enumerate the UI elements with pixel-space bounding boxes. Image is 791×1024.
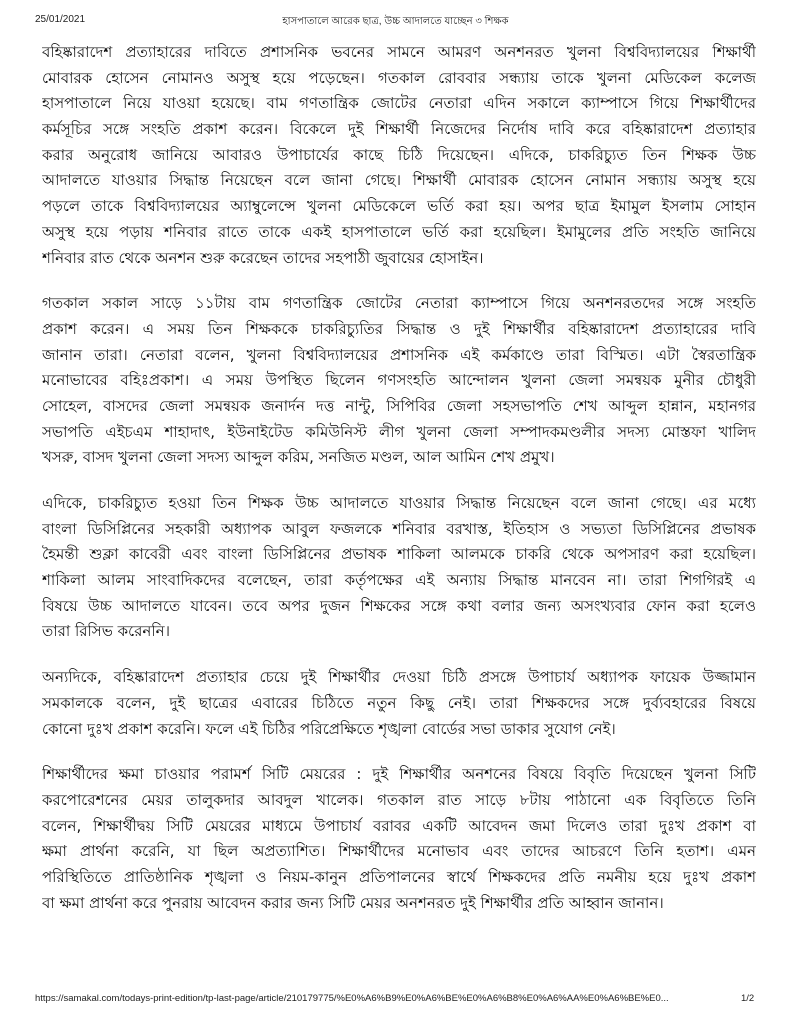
article-paragraph — [42, 665, 756, 742]
page-url: https://samakal.com/todays-print-edition/tp-last-page/article/210179775/%E0%A6%B9%E0%A6%BE%E0%A6%B8%E0%A6%AA%E0%A6%BE%E0... — [35, 993, 669, 1004]
paragraph-line: খসরু, বাসদ খুলনা জেলা সদস্য আব্দুল করিম, সনজিত মণ্ডল, আল আমিন শেখ প্রমুখ। — [42, 448, 555, 467]
paragraph-line: বহিষ্কারাদেশ প্রত্যাহারের দাবিতে প্রশাসনিক ভবনের সামনে আমরণ অনশনরত খুলনা বিশ্ববিদ্যালয়ের শিক্ষার্থী — [42, 43, 756, 61]
paragraph-line: আদালতে যাওয়ার সিদ্ধান্ত নিয়েছেন বলে জানা গেছে। শিক্ষার্থী মোবারক হোসেন নোমান সন্ধ্যায় অসুস্থ হয়ে — [42, 171, 756, 190]
paragraph-line: কর্মসূচির সঙ্গে সংহতি প্রকাশ করেন। বিকেলে দুই শিক্ষার্থী নিজেদের নির্দোষ দাবি করে বহিষ্কারাদেশ প্রত্যাহার — [42, 120, 756, 139]
paragraph-line: বলেন, শিক্ষার্থীদ্বয় সিটি মেয়রের মাধ্যমে উপাচার্য বরাবর একটি আবেদন জমা দিলেও তারা দুঃখ প্রকাশ বা — [42, 816, 756, 835]
paragraph-line: মোবারক হোসেন নোমানও অসুস্থ হয়ে পড়েছেন। গতকাল রোববার সন্ধ্যায় তাকে খুলনা মেডিকেল কলেজ — [42, 68, 756, 87]
paragraph-line: বা ক্ষমা প্রার্থনা করে পুনরায় আবেদন করার জন্য সিটি মেয়র অনশনরত দুই শিক্ষার্থীর প্রতি আহ্বান জানান। — [42, 893, 664, 912]
paragraph-line: কোনো দুঃখ প্রকাশ করেনি। ফলে এই চিঠির পরিপ্রেক্ষিতে শৃঙ্খলা বোর্ডের সভা ডাকার সুযোগ নেই। — [42, 719, 616, 738]
page-number: 1/2 — [741, 993, 755, 1004]
paragraph-line: শাকিলা আলম সাংবাদিকদের বলেছেন, তারা কর্তৃপক্ষের এই অন্যায় সিদ্ধান্ত মানবেন না। তারা শিগগিরই এ — [42, 571, 756, 590]
paragraph-line: পড়লে তাকে বিশ্ববিদ্যালয়ের অ্যাম্বুলেন্সে খুলনা মেডিকেলে ভর্তি করা হয়। অপর ছাত্র ইমামুল ইসলাম সোহান — [42, 197, 756, 216]
paragraph-line: সোহেল, বাসদের জেলা সমন্বয়ক জনার্দন দত্ত নান্টু, সিপিবির জেলা সহসভাপতি শেখ আব্দুল হান্নান, মহানগর — [42, 396, 756, 415]
paragraph-line: জানান তারা। নেতারা বলেন, খুলনা বিশ্ববিদ্যালয়ের প্রশাসনিক এই কর্মকাণ্ডে তারা বিস্মিত। এটা স্বৈরতান্ত্রিক — [42, 345, 756, 364]
paragraph-line: করপোরেশনের মেয়র তালুকদার আবদুল খালেক। গতকাল রাত সাড়ে ৮টায় পাঠানো এক বিবৃতিতে তিনি — [42, 790, 756, 809]
article-body — [42, 40, 756, 936]
paragraph-line: এদিকে, চাকরিচ্যুত হওয়া তিন শিক্ষক উচ্চ আদালতে যাওয়ার সিদ্ধান্ত নিয়েছেন বলে জানা গেছে। এর মধ্যে — [42, 494, 756, 512]
paragraph-line: বিষয়ে উচ্চ আদালতে যাবেন। তবে অপর দুজন শিক্ষকের সঙ্গে কথা বলার জন্য অসংখ্যবার ফোন করা হলেও — [42, 596, 756, 615]
paragraph-line: বাংলা ডিসিপ্লিনের সহকারী অধ্যাপক আবুল ফজলকে শনিবার বরখাস্ত, ইতিহাস ও সভ্যতা ডিসিপ্লিনের প্রভাষক — [42, 519, 756, 538]
paragraph-line: ক্ষমা প্রার্থনা করেনি, যা ছিল অপ্রত্যাশিত। শিক্ষার্থীদের মনোভাব এবং তাদের আচরণে তিনি হতাশ। এমন — [42, 842, 756, 861]
paragraph-line: সভাপতি এইচএম শাহাদাৎ, ইউনাইটেড কমিউনিস্ট লীগ খুলনা জেলা সম্পাদকমণ্ডলীর সদস্য মোস্তফা খালিদ — [42, 422, 756, 441]
paragraph-line: প্রকাশ করেন। এ সময় তিন শিক্ষককে চাকরিচ্যুতির সিদ্ধান্ত ও দুই শিক্ষার্থীর বহিষ্কারাদেশ প্রত্যাহারের দাবি — [42, 319, 756, 338]
paragraph-line: হৈমন্তী শুক্লা কাবেরী এবং বাংলা ডিসিপ্লিনের প্রভাষক শাকিলা আলমকে চাকরি থেকে অপসারণ করা হয়েছিল। — [42, 545, 756, 564]
paragraph-line: অসুস্থ হয়ে পড়ায় শনিবার রাতে তাকে একই হাসপাতালে ভর্তি করা হয়েছিল। ইমামুলের প্রতি সংহতি জানিয়ে — [42, 222, 756, 241]
article-paragraph — [42, 291, 756, 471]
paragraph-line: সমকালকে বলেন, দুই ছাত্রের এবারের চিঠিতে নতুন কিছু নেই। তারা শিক্ষকদের সঙ্গে দুর্ব্যবহারের বিষয়ে — [42, 693, 756, 712]
print-header — [0, 14, 791, 30]
page-title: হাসপাতালে আরেক ছাত্র, উচ্চ আদালতে যাচ্ছেন ৩ শিক্ষক — [282, 16, 509, 27]
paragraph-line: হাসপাতালে নিয়ে যাওয়া হয়েছে। বাম গণতান্ত্রিক জোটের নেতারা এদিন সকালে ক্যাম্পাসে গিয়ে শিক্ষার্থীদের — [42, 94, 756, 113]
paragraph-line: অন্যদিকে, বহিষ্কারাদেশ প্রত্যাহার চেয়ে দুই শিক্ষার্থীর দেওয়া চিঠি প্রসঙ্গে উপাচার্য অধ্যাপক ফায়েক উজ্জামান — [42, 668, 756, 687]
article-paragraph — [42, 40, 756, 271]
paragraph-line: মনোভাবের বহিঃপ্রকাশ। এ সময় উপস্থিত ছিলেন গণসংহতি আন্দোলন খুলনা জেলা সমন্বয়ক মুনীর চৌধুরী — [42, 371, 756, 390]
paragraph-line: শিক্ষার্থীদের ক্ষমা চাওয়ার পরামর্শ সিটি মেয়রের : দুই শিক্ষার্থীর অনশনের বিষয়ে বিবৃতি দিয়েছেন খুলনা সিটি — [42, 765, 756, 784]
print-date: 25/01/2021 — [35, 14, 86, 25]
article-paragraph — [42, 762, 756, 916]
paragraph-line: গতকাল সকাল সাড়ে ১১টায় বাম গণতান্ত্রিক জোটের নেতারা ক্যাম্পাসে গিয়ে অনশনরতদের সঙ্গে সংহতি — [42, 294, 756, 313]
paragraph-line: তারা রিসিভ করেননি। — [42, 622, 170, 641]
paragraph-line: করার অনুরোধ জানিয়ে আবারও উপাচার্যের কাছে চিঠি দিয়েছেন। এদিকে, চাকরিচ্যুত তিন শিক্ষক উচ্চ — [42, 145, 756, 164]
paragraph-line: শনিবার রাত থেকে অনশন শুরু করেছেন তাদের সহপাঠী জুবায়ের হোসাইন। — [42, 248, 484, 267]
article-paragraph — [42, 491, 756, 645]
paragraph-line: পরিস্থিতিতে প্রাতিষ্ঠানিক শৃঙ্খলা ও নিয়ম-কানুন প্রতিপালনের স্বার্থে শিক্ষকদের প্রতি নমনীয় হয়ে দুঃখ প্রকাশ — [42, 867, 756, 886]
